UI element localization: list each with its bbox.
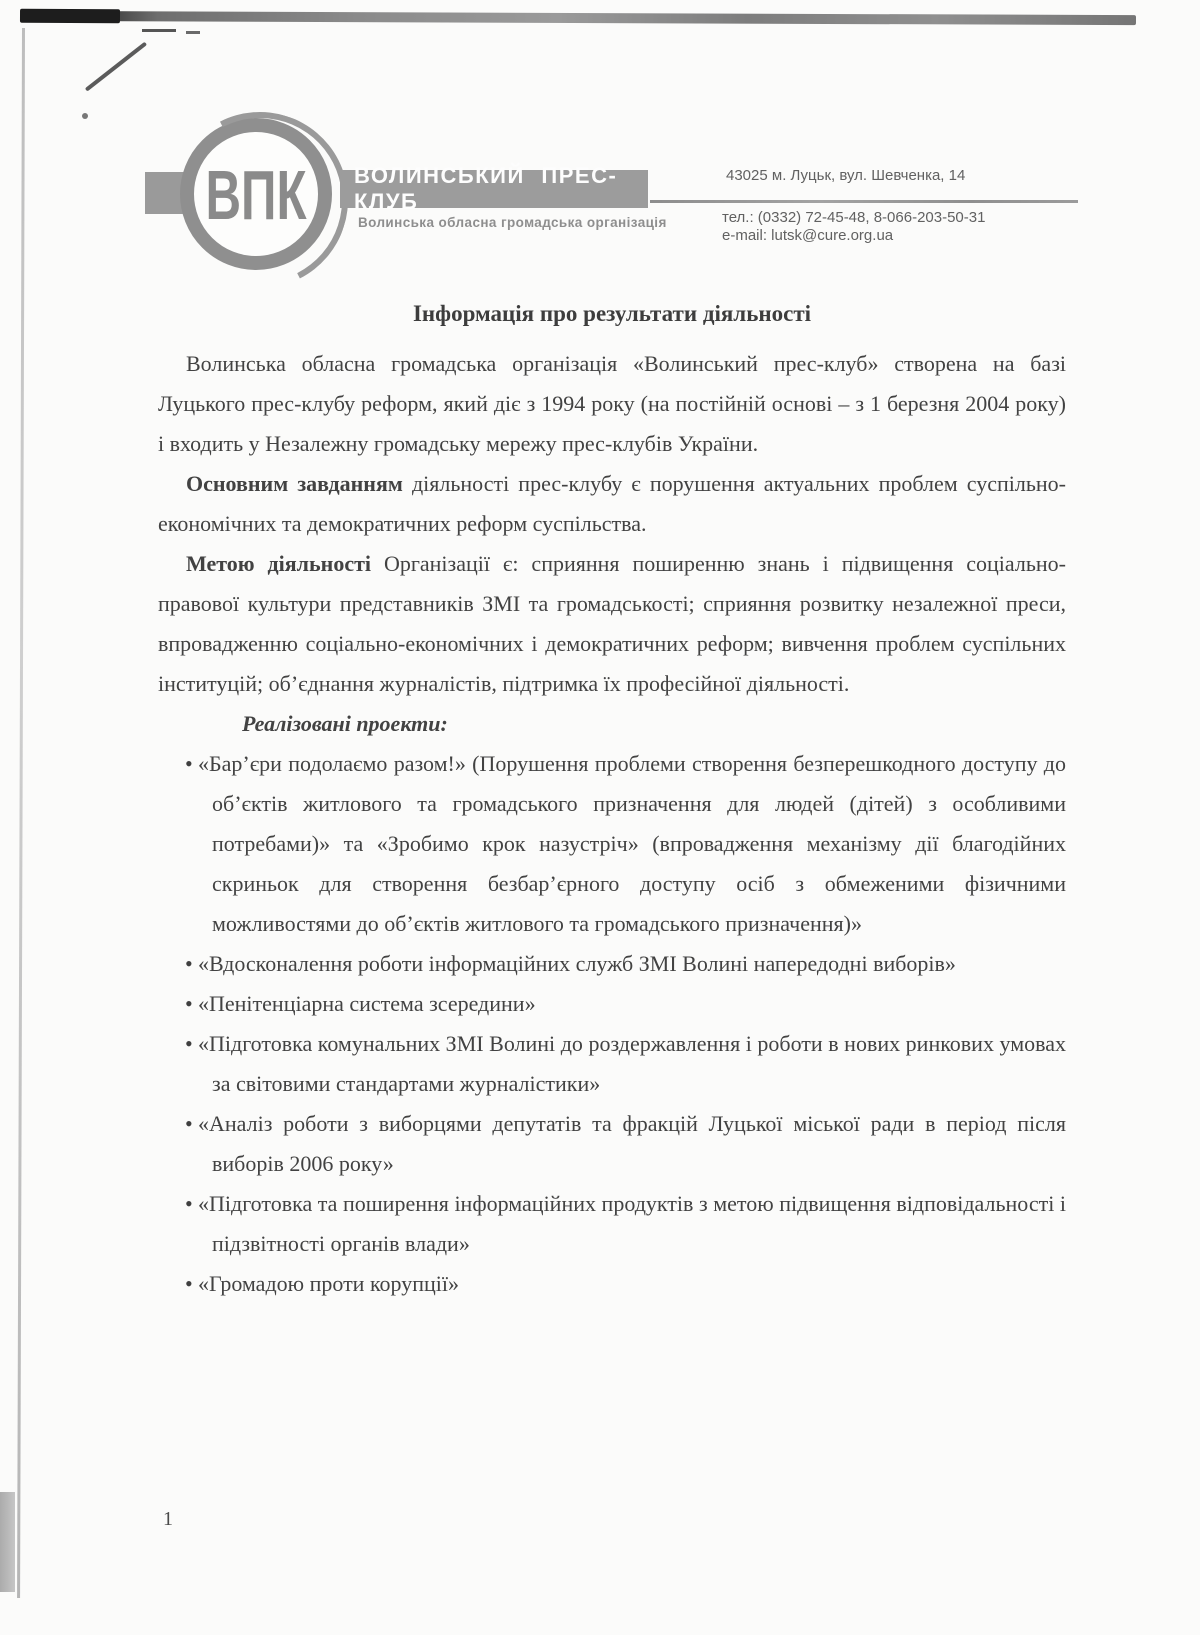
header-divider xyxy=(650,200,1078,203)
paragraph-text: Організації є: сприяння поширенню знань і підвищення соціально-правової культури представників ЗМІ та громадськості; сприяння розвитку незалежної преси, впровадженню соціально-економічних і демократичних реформ; вивчення проблем суспільних інституцій; об’єднання журналістів, підтримка їх професійної діяльності. xyxy=(158,551,1066,696)
project-list-item xyxy=(158,744,1066,944)
project-text: «Підготовка та поширення інформаційних продуктів з метою підвищення відповідальності і підзвітності органів влади» xyxy=(198,1191,1066,1256)
bullet-icon: • xyxy=(185,1271,193,1296)
bullet-icon: • xyxy=(185,951,193,976)
bullet-icon: • xyxy=(185,751,193,776)
project-list-item xyxy=(158,944,1066,984)
project-list-item xyxy=(158,1104,1066,1184)
paragraph-intro xyxy=(158,344,1066,464)
project-text: «Громадою проти корупції» xyxy=(198,1271,460,1296)
scan-edge-strip xyxy=(24,11,1136,25)
paragraph-main-task xyxy=(158,464,1066,544)
bullet-icon: • xyxy=(185,1191,193,1216)
project-text: «Бар’єри подолаємо разом!» (Порушення проблеми створення безперешкодного доступу до об’єктів житлового та громадського призначення для людей (дітей) з особливими потребами)» та «Зробимо крок назустріч» (впровадження механізму дії благодійних скриньок для створення безбар’єрного доступу осіб з обмеженими фізичними можливостями до об’єктів житлового та громадського призначення)» xyxy=(198,751,1066,936)
paragraph-text: Волинська обласна громадська організація «Волинський прес-клуб» створена на базі Луцького прес-клубу реформ, який діє з 1994 року (на постійній основі – з 1 березня 2004 року) і входить у Незалежну громадську мережу прес-клубів України. xyxy=(158,351,1066,456)
press-club-logo-acronym: ВПК xyxy=(205,154,307,234)
paragraph-text: діяльності прес-клубу є порушення актуальних проблем суспільно-економічних та демократичних реформ суспільства. xyxy=(158,471,1066,536)
scan-shadow xyxy=(0,1492,15,1592)
project-text: «Вдосконалення роботи інформаційних служб ЗМІ Волині напередодні виборів» xyxy=(198,951,956,976)
contact-address: 43025 м. Луцьк, вул. Шевченка, 14 xyxy=(726,167,966,184)
bullet-icon: • xyxy=(185,1031,193,1056)
document-title: Інформація про результати діяльності xyxy=(412,301,812,326)
scan-artifact xyxy=(186,31,200,34)
scan-edge-strip-cap xyxy=(20,9,120,24)
scan-artifact xyxy=(142,29,176,32)
organization-banner: ВОЛИНСЬКИЙ ПРЕС-КЛУБ xyxy=(340,170,648,208)
contact-phone: тел.: (0332) 72-45-48, 8-066-203-50-31 xyxy=(722,209,986,226)
contact-email: e-mail: lutsk@cure.org.ua xyxy=(722,227,894,244)
project-text: «Аналіз роботи з виборцями депутатів та фракцій Луцької міської ради в період після виборів 2006 року» xyxy=(198,1111,1066,1176)
project-list-item xyxy=(158,1184,1066,1264)
document-body xyxy=(158,294,1066,1304)
pen-mark xyxy=(85,42,147,92)
bullet-icon: • xyxy=(185,1111,193,1136)
paragraph-goal xyxy=(158,544,1066,704)
project-list-item xyxy=(158,1264,1066,1304)
paragraph-lead: Метою діяльності xyxy=(186,551,371,576)
bullet-icon: • xyxy=(185,991,193,1016)
paragraph-lead: Основним завданням xyxy=(186,471,403,496)
projects-heading: Реалізовані проекти: xyxy=(242,711,448,736)
project-text: «Підготовка комунальних ЗМІ Волині до роздержавлення і роботи в нових ринкових умовах за світовими стандартами журналістики» xyxy=(198,1031,1066,1096)
project-text: «Пенітенціарна система зсередини» xyxy=(198,991,536,1016)
project-list-item xyxy=(158,1024,1066,1104)
project-list-item xyxy=(158,984,1066,1024)
page-number: 1 xyxy=(163,1508,173,1530)
organization-subtitle: Волинська обласна громадська організація xyxy=(358,215,667,230)
pen-mark-dot xyxy=(82,113,88,119)
page-fold-line xyxy=(17,28,25,1598)
